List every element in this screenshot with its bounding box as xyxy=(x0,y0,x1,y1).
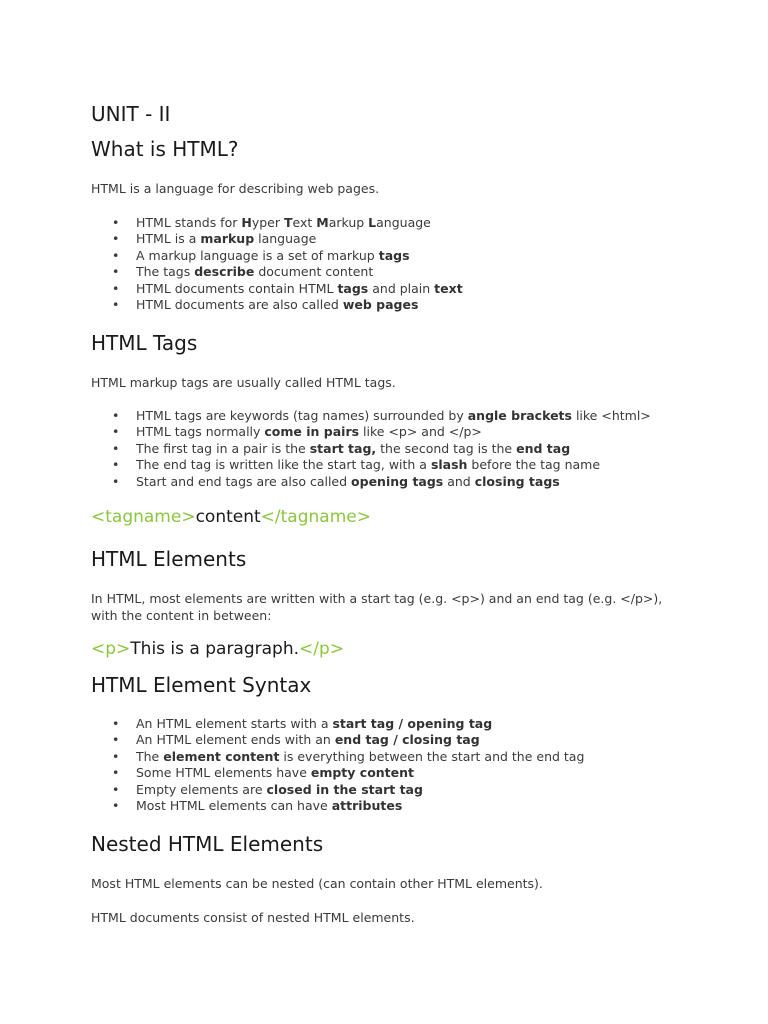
text: like <html> xyxy=(571,408,651,423)
bold-text: opening tags xyxy=(351,473,444,489)
unit-title: UNIT - II xyxy=(91,102,171,126)
text: ext xyxy=(292,215,317,230)
intro-html-elements: In HTML, most elements are written with a start tag (e.g. <p>) and an end tag (e.g. </p>), with the content in between: xyxy=(91,591,663,623)
example-content: content xyxy=(195,507,261,527)
text: HTML tags normally xyxy=(136,424,265,440)
list-item xyxy=(91,732,584,748)
tagname-example xyxy=(91,507,371,527)
bold-text: angle brackets xyxy=(467,408,572,423)
list-item xyxy=(91,424,651,440)
bullet-icon: • xyxy=(112,716,120,731)
text: HTML tags are keywords (tag names) surrounded by xyxy=(136,408,468,423)
bullet-icon: • xyxy=(112,797,120,813)
text: HTML documents contain HTML xyxy=(136,280,338,296)
text: The first tag in a pair is the xyxy=(136,440,310,456)
text: arkup xyxy=(328,215,369,230)
text: Start and end tags are also called xyxy=(136,473,352,489)
bold-text: attributes xyxy=(331,797,403,813)
text: document content xyxy=(254,264,374,280)
list-item xyxy=(91,782,584,798)
bullet-icon: • xyxy=(112,296,120,312)
text: An HTML element ends with an xyxy=(136,732,335,748)
text: A markup language is a set of markup xyxy=(136,247,379,263)
text: Most HTML elements can have xyxy=(136,797,332,813)
bold-text: closed in the start tag xyxy=(266,781,423,797)
bullet-icon: • xyxy=(112,264,120,280)
bold-text: M xyxy=(316,215,329,230)
list-item xyxy=(91,231,463,247)
list-item xyxy=(91,765,584,781)
bullet-icon: • xyxy=(112,748,120,764)
bullet-icon: • xyxy=(112,231,120,247)
text: HTML is a xyxy=(136,231,201,247)
bullet-icon: • xyxy=(112,732,120,748)
paragraph-example xyxy=(91,639,344,659)
text: Empty elements are xyxy=(136,781,267,797)
bullet-icon: • xyxy=(112,247,120,263)
bold-text: slash xyxy=(430,457,468,473)
bold-text: end tag xyxy=(516,440,571,456)
text: HTML stands for xyxy=(136,215,242,230)
bullet-icon: • xyxy=(112,765,120,781)
list-html-tags xyxy=(91,408,651,490)
bullet-icon: • xyxy=(112,440,120,456)
list-item xyxy=(91,474,651,490)
intro-html-tags: HTML markup tags are usually called HTML tags. xyxy=(91,375,396,390)
nested-paragraph-1: Most HTML elements can be nested (can contain other HTML elements). xyxy=(91,876,543,891)
bold-text: text xyxy=(434,280,463,296)
bold-text: element content xyxy=(163,748,280,764)
list-item xyxy=(91,408,651,424)
bold-text: end tag / closing tag xyxy=(334,732,480,748)
list-what-is-html xyxy=(91,215,463,313)
text: before the tag name xyxy=(467,457,601,473)
paragraph-content: This is a paragraph. xyxy=(130,639,300,659)
list-item xyxy=(91,441,651,457)
text: HTML documents are also called xyxy=(136,296,343,312)
text: the second tag is the xyxy=(376,440,517,456)
list-item xyxy=(91,281,463,297)
list-item xyxy=(91,716,584,732)
list-item xyxy=(91,457,651,473)
bullet-icon: • xyxy=(112,473,120,489)
paragraph-open-tag: <p> xyxy=(91,639,131,659)
text: Some HTML elements have xyxy=(136,765,311,781)
bold-text: tags xyxy=(378,247,410,263)
list-item xyxy=(91,248,463,264)
bullet-icon: • xyxy=(112,408,120,423)
bold-text: describe xyxy=(194,264,255,280)
bullet-icon: • xyxy=(112,781,120,797)
text: and xyxy=(443,473,475,489)
example-open-tag: <tagname> xyxy=(91,507,196,527)
text: The end tag is written like the start tag, with a xyxy=(136,457,431,473)
bullet-icon: • xyxy=(112,424,120,440)
text: is everything between the start and the end tag xyxy=(279,748,585,764)
list-item xyxy=(91,215,463,231)
nested-paragraph-2: HTML documents consist of nested HTML elements. xyxy=(91,910,415,925)
text: language xyxy=(254,231,317,247)
list-element-syntax xyxy=(91,716,584,814)
example-close-tag: </tagname> xyxy=(260,507,371,527)
bold-text: tags xyxy=(337,280,369,296)
list-item xyxy=(91,798,584,814)
bold-text: markup xyxy=(200,231,255,247)
bold-text: empty content xyxy=(310,765,415,781)
heading-nested-elements: Nested HTML Elements xyxy=(91,832,324,856)
bold-text: start tag, xyxy=(309,440,377,456)
text: like <p> and </p> xyxy=(359,424,482,440)
list-item xyxy=(91,264,463,280)
text: The tags xyxy=(136,264,195,280)
text: yper xyxy=(251,215,284,230)
paragraph-close-tag: </p> xyxy=(299,639,345,659)
list-item xyxy=(91,749,584,765)
heading-html-tags: HTML Tags xyxy=(91,331,198,355)
list-item xyxy=(91,297,463,313)
heading-what-is-html: What is HTML? xyxy=(91,137,239,161)
bullet-icon: • xyxy=(112,280,120,296)
heading-element-syntax: HTML Element Syntax xyxy=(91,673,312,697)
bold-text: web pages xyxy=(342,296,419,312)
bold-text: start tag / opening tag xyxy=(332,716,493,731)
bold-text: H xyxy=(241,215,252,230)
text: The xyxy=(136,748,164,764)
heading-html-elements: HTML Elements xyxy=(91,547,247,571)
bold-text: L xyxy=(368,215,377,230)
bullet-icon: • xyxy=(112,457,120,473)
intro-what-is-html: HTML is a language for describing web pages. xyxy=(91,181,380,196)
bold-text: T xyxy=(283,215,293,230)
bold-text: come in pairs xyxy=(264,424,360,440)
text: An HTML element starts with a xyxy=(136,716,333,731)
bold-text: closing tags xyxy=(474,473,560,489)
text: and plain xyxy=(368,280,435,296)
text: anguage xyxy=(376,215,431,230)
bullet-icon: • xyxy=(112,215,120,230)
